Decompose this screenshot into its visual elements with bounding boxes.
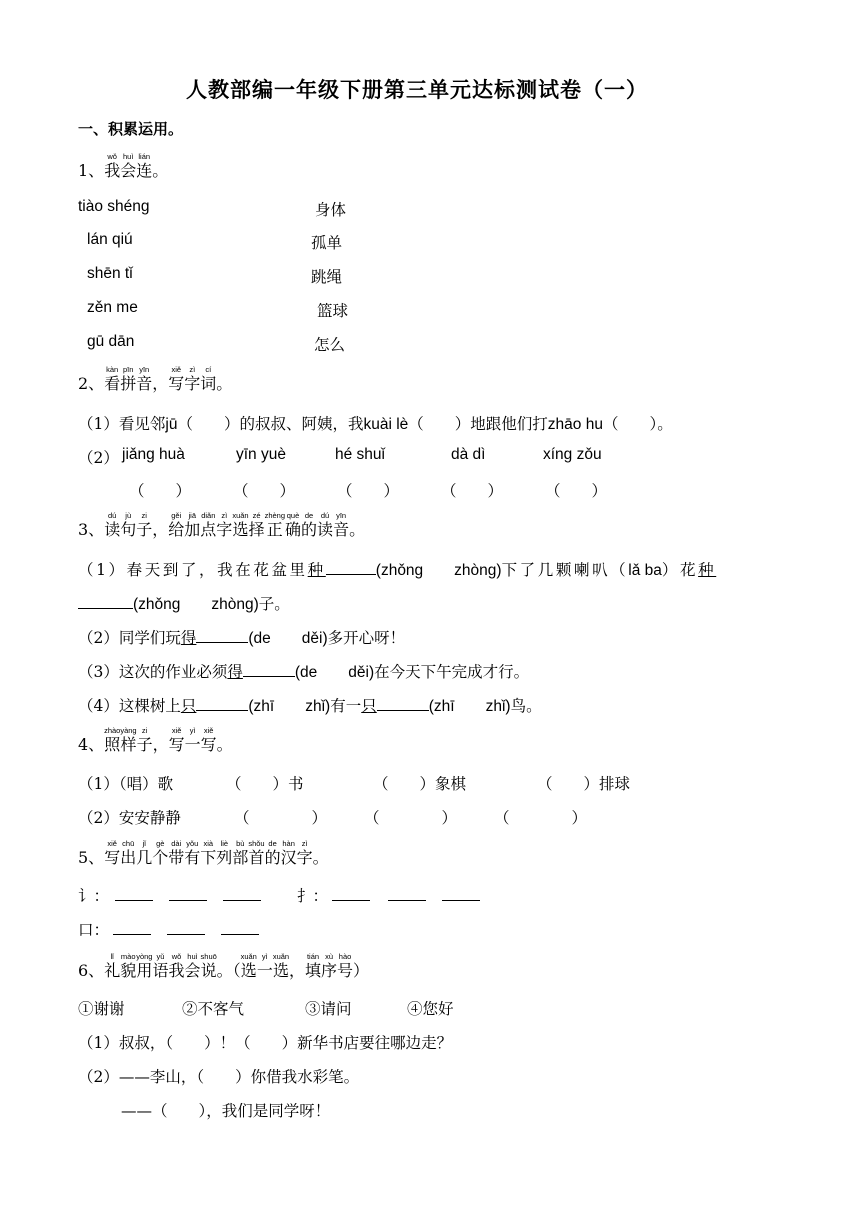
annotated-char: 写xiě <box>200 726 217 754</box>
pinyin-item: lán qiú <box>87 231 133 248</box>
annotated-char: 读dú <box>317 511 334 539</box>
pinyin-word: dà dì <box>451 446 486 463</box>
annotated-char: 点diǎn <box>200 511 217 539</box>
annotated-char: 给gěi <box>168 511 185 539</box>
answer-blank[interactable] <box>243 662 295 677</box>
answer-blank[interactable] <box>442 886 480 901</box>
annotated-char: 读dú <box>104 511 121 539</box>
annotated-char: 会huì <box>184 952 201 980</box>
answer-blank[interactable] <box>388 886 426 901</box>
annotated-char: 貌mào <box>120 952 137 980</box>
annotated-char: 看kàn <box>104 365 121 393</box>
annotated-char: 样yàng <box>120 726 137 754</box>
option-item: ④您好 <box>407 1000 454 1018</box>
annotated-char: 一yì <box>184 726 201 754</box>
q4-item[interactable]: （ ） <box>364 809 458 827</box>
annotated-char: 择zé <box>248 511 265 539</box>
punctuation: ， <box>152 374 169 393</box>
pinyin-item: zěn me <box>87 299 138 316</box>
annotated-char: 的de <box>301 511 318 539</box>
annotated-char: 拼pīn <box>120 365 137 393</box>
answer-blank[interactable] <box>78 594 133 609</box>
word-item: 身体 <box>315 201 347 219</box>
q4-item[interactable]: （ ） <box>494 809 588 827</box>
q6-line-2: （2）——李山，（ ）你借我水彩笔。 <box>78 1068 360 1086</box>
word-item: 孤单 <box>311 234 343 252</box>
punctuation: ， <box>288 961 305 980</box>
annotated-char: 句jù <box>120 511 137 539</box>
pinyin-item: gū dān <box>87 333 135 350</box>
option-item: ②不客气 <box>182 1000 245 1018</box>
annotated-char: 有yǒu <box>184 839 201 867</box>
q4-item[interactable]: （ ）象棋 <box>373 775 467 793</box>
annotated-char: 字zì <box>184 365 201 393</box>
annotated-char: 字zì <box>296 839 313 867</box>
q6-label-2 <box>240 952 354 980</box>
annotated-char: 我wǒ <box>168 952 185 980</box>
pinyin-word: yīn yuè <box>236 446 286 463</box>
punctuation: ， <box>152 735 169 754</box>
q2-heading: 2、看kàn拼pīn音yīn，写xiě字zì词cí。 <box>78 365 233 393</box>
annotated-char: 写xiě <box>168 726 185 754</box>
answer-blank[interactable] <box>221 920 259 935</box>
annotated-char: 序xù <box>321 952 338 980</box>
answer-paren[interactable]: （ ） <box>129 482 192 500</box>
annotated-char: 礼lǐ <box>104 952 121 980</box>
annotated-char: 词cí <box>200 365 217 393</box>
q3-line-2: (zhǒng zhòng)子。 <box>78 592 290 614</box>
option-item: ①谢谢 <box>78 1000 125 1018</box>
q6-label <box>104 952 217 980</box>
annotated-char: 下xià <box>200 839 217 867</box>
annotated-char: 选xuǎn <box>232 511 249 539</box>
word-item: 篮球 <box>317 302 349 320</box>
option-item: ③请问 <box>305 1000 352 1018</box>
annotated-char: 语yǔ <box>152 952 169 980</box>
annotated-char: 号hào <box>337 952 354 980</box>
answer-blank[interactable] <box>167 920 205 935</box>
annotated-char: 几jǐ <box>136 839 153 867</box>
q4-item: （2）安安静静 <box>78 809 181 827</box>
q4-heading: 4、照zhào样yàng子zi，写xiě一yì写xiě。 <box>78 726 233 754</box>
pinyin-word: xíng zǒu <box>543 446 602 463</box>
answer-blank[interactable] <box>196 628 248 643</box>
page-title: 人教部编一年级下册第三单元达标测试卷（一） <box>186 77 648 102</box>
q4-item[interactable]: （ ） <box>234 809 328 827</box>
q2-line-1: （1）看见邻jū（ ）的叔叔、阿姨，我kuài lè（ ）地跟他们打zhāo hu（ ）。 <box>78 415 673 433</box>
q4-item[interactable]: （ ）书 <box>226 775 304 793</box>
annotated-char: 说shuō <box>200 952 217 980</box>
annotated-char: 我wǒ <box>104 152 121 180</box>
annotated-char: 的de <box>264 839 281 867</box>
annotated-char: 加jiā <box>184 511 201 539</box>
punctuation: ， <box>152 520 169 539</box>
answer-blank[interactable] <box>115 886 153 901</box>
answer-blank[interactable] <box>113 920 151 935</box>
annotated-char: 用yòng <box>136 952 153 980</box>
annotated-char: 子zi <box>136 726 153 754</box>
annotated-char: 音yīn <box>136 365 153 393</box>
annotated-char: 连lián <box>136 152 153 180</box>
annotated-char: 字zì <box>216 511 233 539</box>
word-item: 跳绳 <box>311 268 343 286</box>
q4-item: （1）（唱）歌 <box>78 775 174 793</box>
q6-line-3: ——（ ），我们是同学呀！ <box>121 1102 331 1120</box>
annotated-char: 子zi <box>136 511 153 539</box>
annotated-char: 一yì <box>256 952 273 980</box>
section-heading: 一、积累运用。 <box>78 120 184 138</box>
annotated-char: 填tián <box>305 952 322 980</box>
annotated-char: 部bù <box>232 839 249 867</box>
q6-line-1: （1）叔叔，（ ）！（ ）新华书店要往哪边走？ <box>78 1034 453 1052</box>
q2-line-2-prefix: （2） <box>78 449 119 467</box>
annotated-char: 出chū <box>120 839 137 867</box>
q3-label <box>104 511 350 539</box>
q3-heading: 3、读dú句jù子zi，给gěi加jiā点diǎn字zì选xuǎn择zé正zhèng确què的de读dú音yīn。 <box>78 511 366 539</box>
q5-heading: 5、写xiě出chū几jǐ个gè带dài有yǒu下xià列liè部bù首shǒu的de汉hàn字zì。 <box>78 839 329 867</box>
annotated-char: 照zhào <box>104 726 121 754</box>
answer-blank[interactable] <box>332 886 370 901</box>
annotated-char: 正zhèng <box>264 511 286 539</box>
q3-line-1: （1）春天到了，我在花盆里种 (zhǒng zhòng)下了几颗喇叭（lǎ ba）花种 <box>78 561 717 579</box>
q5-row-1: 讠： 扌： <box>78 884 480 906</box>
answer-paren[interactable]: （ ） <box>441 482 504 500</box>
q5-row-2: 口： <box>78 918 259 940</box>
answer-blank[interactable] <box>223 886 261 901</box>
q1-heading: 1、我wǒ会huì连lián。 <box>78 152 169 180</box>
annotated-char: 汉hàn <box>280 839 297 867</box>
q3-line-4: （3）这次的作业必须得 (de děi)在今天下午完成才行。 <box>78 663 530 681</box>
pinyin-item: shēn tǐ <box>87 265 133 282</box>
pinyin-word: jiǎng huà <box>122 446 185 463</box>
annotated-char: 确què <box>285 511 302 539</box>
q3-line-3: （2）同学们玩得 (de děi)多开心呀！ <box>78 629 406 647</box>
annotated-char: 个gè <box>152 839 169 867</box>
annotated-char: 选xuǎn <box>240 952 257 980</box>
answer-paren[interactable]: （ ） <box>233 482 296 500</box>
annotated-char: 首shǒu <box>248 839 265 867</box>
answer-blank[interactable] <box>169 886 207 901</box>
annotated-char: 列liè <box>216 839 233 867</box>
answer-paren[interactable]: （ ） <box>337 482 400 500</box>
answer-blank[interactable] <box>196 696 248 711</box>
annotated-char: 音yīn <box>333 511 350 539</box>
annotated-char: 写xiě <box>104 839 121 867</box>
answer-blank[interactable] <box>326 560 376 575</box>
q5-label <box>104 839 313 867</box>
pinyin-item: tiào shéng <box>78 198 150 215</box>
annotated-char: 会huì <box>120 152 137 180</box>
q3-line-5: （4）这棵树上只 (zhī zhǐ)有一只 (zhī zhǐ)鸟。 <box>78 697 542 715</box>
q6-heading: 6、礼lǐ貌mào用yòng语yǔ我wǒ会huì说shuō。（选xuǎn一yì选xuǎn，填tián序xù号hào） <box>78 952 370 980</box>
answer-blank[interactable] <box>377 696 429 711</box>
annotated-char: 选xuǎn <box>272 952 290 980</box>
answer-paren[interactable]: （ ） <box>545 482 608 500</box>
word-item: 怎么 <box>314 336 346 354</box>
annotated-char: 带dài <box>168 839 185 867</box>
annotated-char: 写xiě <box>168 365 185 393</box>
pinyin-word: hé shuǐ <box>335 446 385 463</box>
q4-item[interactable]: （ ）排球 <box>537 775 631 793</box>
